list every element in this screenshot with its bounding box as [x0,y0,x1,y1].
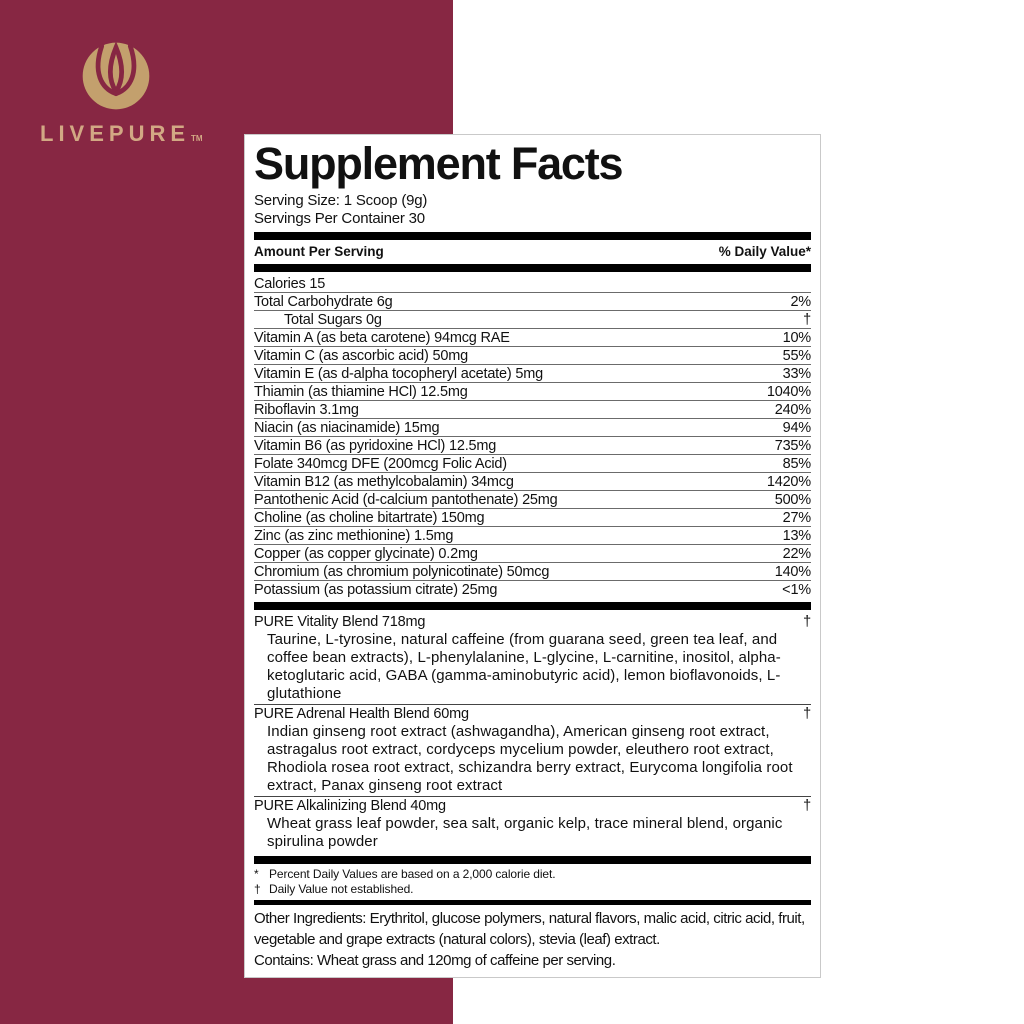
blend-name: PURE Alkalinizing Blend 40mg [254,798,446,814]
supplement-facts-panel [244,134,821,978]
nutrient-label: Calories 15 [254,275,326,292]
nutrient-row [254,491,811,509]
divider-thick [254,232,811,240]
serving-size: Serving Size: 1 Scoop (9g) [254,192,428,209]
nutrient-row [254,455,811,473]
nutrient-label: Choline (as choline bitartrate) 150mg [254,509,485,526]
nutrient-label: Pantothenic Acid (d-calcium pantothenate) 25mg [254,491,558,508]
blend-section [254,797,811,852]
trademark-symbol: TM [191,134,203,143]
nutrient-daily-value: 240% [774,401,811,418]
table-header-row [254,243,811,260]
blend-header [254,613,811,631]
nutrient-label: Copper (as copper glycinate) 0.2mg [254,545,478,562]
nutrient-label: Vitamin E (as d-alpha tocopheryl acetate) 5mg [254,365,543,382]
nutrient-row [254,383,811,401]
blend-section [254,705,811,797]
nutrient-label: Total Sugars 0g [284,311,382,328]
divider-thick [254,856,811,864]
nutrient-label: Vitamin B6 (as pyridoxine HCl) 12.5mg [254,437,497,454]
nutrient-row [254,275,811,293]
lotus-flower-icon [82,42,150,110]
nutrient-daily-value: 735% [774,437,811,454]
nutrient-row [254,347,811,365]
footnote-row [254,882,811,897]
nutrient-daily-value: 33% [782,365,811,382]
nutrient-row [254,437,811,455]
nutrient-daily-value: 55% [782,347,811,364]
nutrient-table [254,275,811,598]
nutrient-row [254,473,811,491]
other-ingredients: Other Ingredients: Erythritol, glucose polymers, natural flavors, malic acid, citric acid, fruit, vegetable and grape extracts (natural colors), stevia (leaf) extract. [254,910,805,948]
nutrient-daily-value: 94% [782,419,811,436]
nutrient-daily-value: † [803,311,811,328]
nutrient-row [254,509,811,527]
footnote-symbol: † [254,882,261,896]
nutrient-daily-value: 1420% [766,473,811,490]
nutrient-daily-value: 85% [782,455,811,472]
proprietary-blends [254,613,811,852]
nutrient-label: Chromium (as chromium polynicotinate) 50mcg [254,563,550,580]
nutrient-row [254,293,811,311]
nutrient-label: Zinc (as zinc methionine) 1.5mg [254,527,454,544]
divider-thick [254,602,811,610]
nutrient-row [254,419,811,437]
nutrient-label: Potassium (as potassium citrate) 25mg [254,581,498,598]
nutrient-label: Vitamin B12 (as methylcobalamin) 34mcg [254,473,514,490]
nutrient-daily-value: 140% [774,563,811,580]
blend-daily-value: † [803,614,811,630]
blend-section [254,613,811,705]
nutrient-daily-value: 10% [782,329,811,346]
nutrient-row [254,527,811,545]
nutrient-label: Total Carbohydrate 6g [254,293,393,310]
brand-logo [40,42,203,147]
nutrient-row [254,311,811,329]
nutrient-daily-value: 13% [782,527,811,544]
blend-header [254,797,811,815]
panel-title: Supplement Facts [254,138,623,189]
nutrient-daily-value: 27% [782,509,811,526]
nutrient-daily-value: <1% [782,581,811,598]
divider-thick [254,264,811,272]
nutrient-label: Vitamin A (as beta carotene) 94mcg RAE [254,329,510,346]
blend-daily-value: † [803,798,811,814]
nutrient-row [254,401,811,419]
blend-name: PURE Vitality Blend 718mg [254,614,426,630]
brand-name-text: LIVEPURE [40,121,191,146]
footnote-text: Daily Value not established. [269,882,414,896]
nutrient-daily-value: 22% [782,545,811,562]
nutrient-row [254,581,811,598]
footnote-row [254,867,811,882]
nutrient-daily-value: 2% [790,293,811,310]
nutrient-row [254,563,811,581]
footnotes [254,867,811,897]
nutrient-daily-value: 1040% [766,383,811,400]
footnote-symbol: * [254,867,259,881]
amount-per-serving-header: Amount Per Serving [254,244,384,259]
nutrient-daily-value [803,276,811,292]
blend-daily-value: † [803,706,811,722]
nutrient-label: Niacin (as niacinamide) 15mg [254,419,440,436]
divider-medium [254,900,811,905]
blend-ingredients: Taurine, L-tyrosine, natural caffeine (from guarana seed, green tea leaf, and coffee bean extracts), L-phenylalanine, L-glycine, L-carnitine, inositol, alpha-ketoglutaric acid, GABA (gamma-aminobutyric acid), lemon bioflavonoids, L-glutathione [267,631,781,702]
nutrient-label: Folate 340mcg DFE (200mcg Folic Acid) [254,455,507,472]
nutrient-label: Thiamin (as thiamine HCl) 12.5mg [254,383,468,400]
blend-ingredients: Wheat grass leaf powder, sea salt, organic kelp, trace mineral blend, organic spirulina powder [267,815,783,850]
brand-name [40,121,203,147]
nutrient-label: Vitamin C (as ascorbic acid) 50mg [254,347,468,364]
contains-statement: Contains: Wheat grass and 120mg of caffeine per serving. [254,952,616,969]
nutrient-row [254,329,811,347]
nutrient-row [254,545,811,563]
blend-ingredients: Indian ginseng root extract (ashwagandha), American ginseng root extract, astragalus root extract, cordyceps mycelium powder, eleuthero root extract, Rhodiola rosea root extract, schizandra berry extract, Eurycoma longifolia root extract, Panax ginseng root extract [267,723,793,794]
nutrient-daily-value: 500% [774,491,811,508]
daily-value-header: % Daily Value* [718,244,811,259]
blend-header [254,705,811,723]
nutrient-label: Riboflavin 3.1mg [254,401,359,418]
footnote-text: Percent Daily Values are based on a 2,000 calorie diet. [269,867,556,881]
nutrient-row [254,365,811,383]
servings-per-container: Servings Per Container 30 [254,210,425,227]
blend-name: PURE Adrenal Health Blend 60mg [254,706,469,722]
